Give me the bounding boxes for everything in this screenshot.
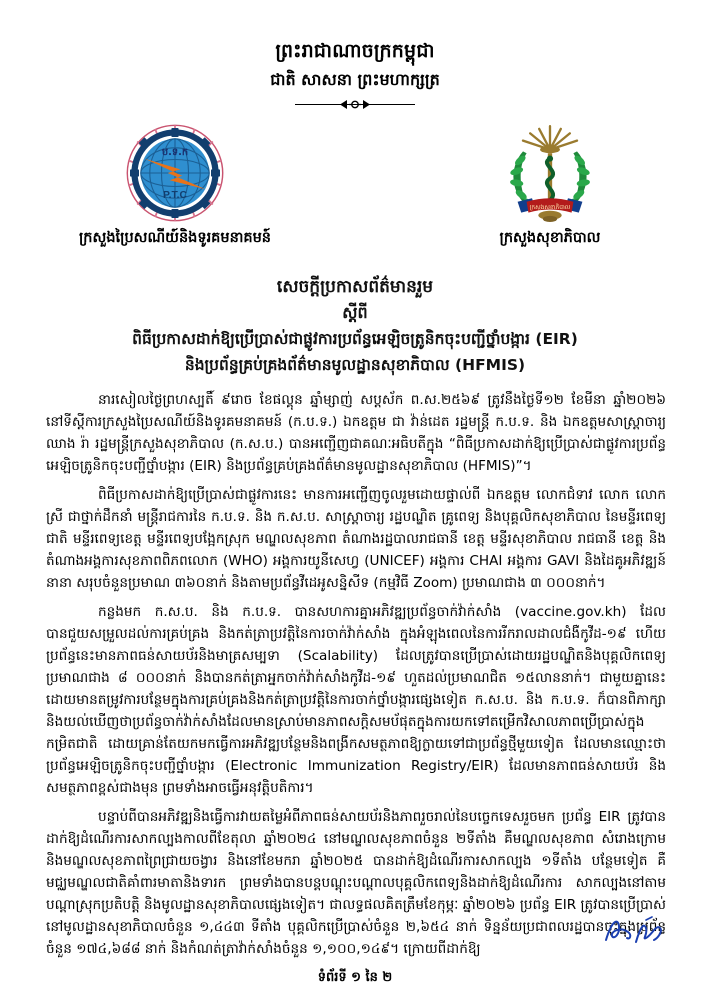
document-subject-line-1: ពិធីប្រកាសដាក់ឱ្យប្រើប្រាស់ជាផ្លូវការប្រព័ន្ធអេឡិចត្រូនិកចុះបញ្ជីថ្នាំបង្ការ (EIR) (132, 330, 578, 349)
national-header (0, 0, 710, 113)
document-title: សេចក្តីប្រកាសព័ត៌មានរួម (276, 276, 434, 297)
paragraph-4: បន្ទាប់ពីបានអភិវឌ្ឍនិងធ្វើការវាយតម្លៃអំពីភាពធន់សាយប័រនិងភាពរួចរាល់នៃបច្ចេកទេសរួចមក ប្រព័ន្ធ EIR ត្រូវបានដាក់ឱ្យដំណើរការសាកល្បងកាលពីខែតុលា ឆ្នាំ២០២៤ នៅមណ្ឌលសុខភាពចំនួន ២ទីតាំង គឺមណ្ឌលសុខភាព សំរោងក្រោម និងមណ្ឌលសុខភាពព្រៃជ្រាយចង្វារ និងនៅខែមករា ឆ្នាំ២០២៥ បានដាក់ឱ្យដំណើរការសាកល្បង ១ទីតាំង បន្ថែមទៀត គឺមជ្ឈមណ្ឌលជាតិគាំពារមាតានិងទារក ព្រមទាំងបានបន្តបណ្តុះបណ្តាលបុគ្គលិកពេទ្យនិងដាក់ឱ្យដំណើរការ សាកល្បងនៅតាមបណ្តាស្រុកប្រតិបត្តិ និងមូលដ្ឋានសុខាភិបាលផ្សេងទៀត។ ជាលទ្ធផលគិតត្រឹមខែកុម្ភៈ ឆ្នាំ២០២៦ ប្រព័ន្ធ EIR ត្រូវបានប្រើប្រាស់នៅមូលដ្ឋានសុខាភិបាលចំនួន ១,៤៤៣ ទីតាំង បុគ្គលិកប្រើប្រាស់ចំនួន ២,៦៥៤ នាក់ ទិន្នន័យប្រជាពលរដ្ឋបានចុះក្នុងប្រព័ន្ធចំនួន ១៧៤,៦៨៨ នាក់ និងកំណត់ត្រាវ៉ាក់សាំងចំនួន ១,១០០,១៤៩។ ក្រោយពីដាក់ឱ្យ (46, 809, 666, 958)
ministry-block-mptc (60, 119, 290, 250)
document-body (0, 389, 710, 960)
ministry-label-moh: ក្រសួងសុខាភិបាល (499, 229, 601, 246)
kingdom-title: ព្រះរាជាណាចក្រកម្ពុជា (275, 40, 435, 62)
paragraph-1: នារសៀលថ្ងៃព្រហស្បតិ៍ ៩រោច ខែផល្គុន ឆ្នាំម្សាញ់ សប្តស័ក ព.ស.២៥៦៩ ត្រូវនឹងថ្ងៃទី១២ ខែមីនា ឆ្នាំ២០២៦ នៅទីស្តីការក្រសួងប្រៃសណីយ៍និងទូរគមនាគមន៍ (ក.ប.ទ.) ឯកឧត្តម ជា វ៉ាន់ដេត រដ្ឋមន្ត្រី ក.ប.ទ. និង ឯកឧត្តមសាស្ត្រាចារ្យ ឈាង រ៉ា រដ្ឋមន្ត្រីក្រសួងសុខាភិបាល (ក.ស.ប.) បានអញ្ជើញជាគណៈអធិបតីក្នុង “ពិធីប្រកាសដាក់ឱ្យប្រើប្រាស់ជាផ្លូវការប្រព័ន្ធអេឡិចត្រូនិកចុះបញ្ជីថ្នាំបង្ការ (EIR) និងប្រព័ន្ធគ្រប់គ្រងព័ត៌មានមូលដ្ឋានសុខាភិបាល (HFMIS)”។ (46, 392, 666, 475)
ministry-block-moh (435, 119, 665, 250)
national-motto: ជាតិ សាសនា ព្រះមហាក្សត្រ (270, 69, 440, 89)
ministry-logos-row (0, 119, 710, 259)
document-title-block (0, 275, 710, 378)
divider-knot-icon (338, 98, 372, 111)
svg-text:ក្រសួងសុខាភិបាល: ក្រសួងសុខាភិបាល (529, 204, 571, 211)
mptc-emblem-icon (121, 119, 229, 227)
signature-mark (602, 914, 668, 948)
svg-text:P.T.C: P.T.C (163, 189, 187, 201)
ministry-label-mptc: ក្រសួងប្រៃសណីយ៍និងទូរគមនាគមន៍ (78, 229, 271, 246)
paragraph-3: កន្លងមក ក.ស.ប. និង ក.ប.ទ. បានសហការគ្នាអភិវឌ្ឍប្រព័ន្ធចាក់វ៉ាក់សាំង (vaccine.gov.kh) ដែលបានជួយសម្រួលដល់ការគ្រប់គ្រង និងកត់ត្រាប្រវត្តិនៃការចាក់វ៉ាក់សាំង ក្នុងអំឡុងពេលនៃការរីករាលដាលជំងឺកូវីដ-១៩ ហើយប្រព័ន្ធនេះមានភាពធន់សាយប័រនិងមាត្រសម្បទា (Scalability) ដែលត្រូវបានប្រើប្រាស់ដោយរដ្ឋបណ្ឌិតនិងបុគ្គលិកពេទ្យប្រមាណជាង ៨ ០០០នាក់ និងបានកត់ត្រាអ្នកចាក់វ៉ាក់សាំងកូវីដ-១៩ ហួតដល់ប្រមាណជិត ១៥លាននាក់។ ជាមួយគ្នានេះ ដោយមានតម្រូវការបន្ថែមក្នុងការគ្រប់គ្រងនិងកត់ត្រាប្រវត្តិនៃការចាក់ថ្នាំបង្ការផ្សេងទៀត ក.ស.ប. និង ក.ប.ទ. ក៏បានពិភាក្សា និងយល់ឃើញថាប្រព័ន្ធចាក់វ៉ាក់សាំងដែលមានស្រាប់មានភាពសក្តិសមប័ផុតក្នុងការយកទៅតម្រើកវិសាលភាពប្រើប្រាស់ក្នុងកម្រិតជាតិ ដោយគ្រាន់តែយកមកធ្វើការអភិវឌ្ឍបន្ថែមនិងពង្រីកសមត្ថភាពឱ្យក្លាយទៅជាប្រព័ន្ធថ្មីមួយទៀត ដែលមានឈ្មោះថា ប្រព័ន្ធអេឡិចត្រូនិកចុះបញ្ជីថ្នាំបង្ការ (Electronic Immunization Registry/EIR) ដែលមានភាពធន់សាយប័រ និងសមត្ថភាពខ្ពស់ជាងមុន ព្រមទាំងអាចធើ្វអនុវត្តិបតិការ។ (46, 604, 666, 797)
document-regarding: ស្តីពី (342, 303, 368, 323)
page-footer: ទំព័រទី ១ នៃ ២ (317, 970, 393, 985)
header-divider (295, 97, 415, 113)
paragraph-2: ពិធីប្រកាសដាក់ឱ្យប្រើប្រាស់ជាផ្លូវការនេះ មានការអញ្ជើញចូលរួមដោយផ្ទាល់ពី ឯកឧត្តម លោកជំទាវ លោក លោកស្រី ជាថ្នាក់ដឹកនាំ មន្ត្រីរាជការនៃ ក.ប.ទ. និង ក.ស.ប. សាស្ត្រាចារ្យ រដ្ឋបណ្ឌិត គ្រូពេទ្យ និងបុគ្គលិកសុខាភិបាល នៃមន្ទីរពេទ្យជាតិ មន្ទីរពេទ្យខេត្ត មន្ទីរពេទ្យបង្អែកស្រុក មណ្ឌលសុខភាព តំណាងរដ្ឋបាលរាជធានី ខេត្ត មន្ទីរសុខាភិបាល រាជធានី ខេត្ត និងតំណាងអង្គការសុខភាពពិភពលោក (WHO) អង្គការយូនីសេហ្វ (UNICEF) អង្គការ CHAI អង្គការ GAVI និងដៃគូអភិវឌ្ឍន៍នានា សរុបចំនួនប្រមាណ ៣៦០នាក់ និងតាមប្រព័ន្ធវីដេអូសន្និសីទ (កម្មវិធី Zoom) ប្រមាណជាង ៣ ០០០នាក់។ (46, 487, 666, 592)
document-subject-line-2: និងប្រព័ន្ធគ្រប់គ្រងព័ត៌មានមូលដ្ឋានសុខាភិបាល (HFMIS) (184, 356, 526, 375)
svg-text:ប.ទ.ក: ប.ទ.ក (161, 146, 189, 158)
moh-emblem-icon (496, 119, 604, 227)
